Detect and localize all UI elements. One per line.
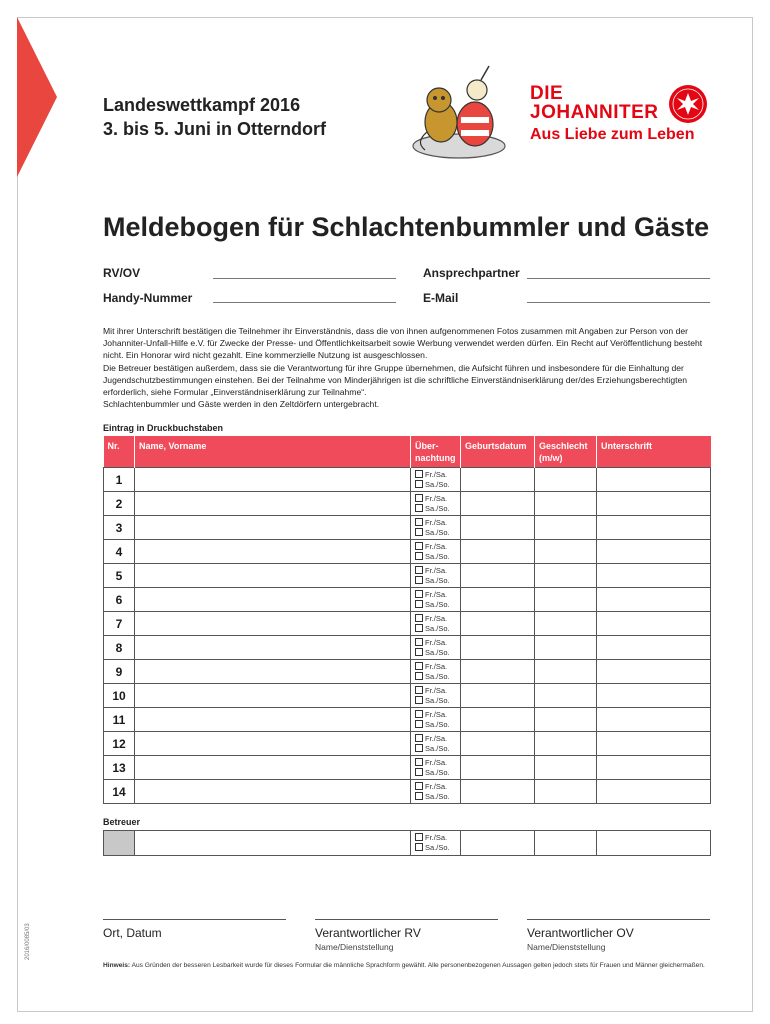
signature-cell[interactable]: [597, 564, 711, 588]
table-row: [104, 612, 711, 636]
signature-cell[interactable]: [597, 756, 711, 780]
signature-cell[interactable]: [597, 708, 711, 732]
checkbox-fr-sa[interactable]: [415, 833, 423, 841]
betreuer-name-cell[interactable]: [135, 831, 411, 856]
mascot-illustration: [405, 62, 513, 162]
johanniter-cross-icon: [668, 84, 708, 124]
name-cell[interactable]: [135, 540, 411, 564]
birthdate-cell[interactable]: [461, 756, 535, 780]
table-row: [104, 756, 711, 780]
checkbox-sa-so[interactable]: [415, 552, 423, 560]
ort-datum-label: Ort, Datum: [103, 926, 162, 940]
gender-cell[interactable]: [535, 684, 597, 708]
checkbox-sa-so[interactable]: [415, 648, 423, 656]
betreuer-birthdate-cell[interactable]: [461, 831, 535, 856]
name-cell[interactable]: [135, 612, 411, 636]
signature-cell[interactable]: [597, 588, 711, 612]
birthdate-cell[interactable]: [461, 684, 535, 708]
handy-label: Handy-Nummer: [103, 291, 193, 305]
header-uebernachtung: Über- nachtung: [411, 436, 461, 468]
table-section-label: Eintrag in Druckbuchstaben: [103, 423, 224, 433]
gender-cell[interactable]: [535, 780, 597, 804]
birthdate-cell[interactable]: [461, 516, 535, 540]
birthdate-cell[interactable]: [461, 732, 535, 756]
table-row: [104, 564, 711, 588]
checkbox-sa-so[interactable]: [415, 504, 423, 512]
betreuer-nr-cell: [104, 831, 135, 856]
consent-paragraph-accommodation: Schlachtenbummler und Gäste werden in den Zeltdörfern untergebracht.: [103, 399, 380, 410]
ov-signature-line[interactable]: [527, 919, 710, 920]
consent-paragraph-supervision: Die Betreuer bestätigen außerdem, dass sie die Verantwortung für ihre Gruppe übernehmen, die Aufsicht führen und insbesondere für die Einhaltung der Jugendschutzbestimmungen einstehen. Bei der Teilnahme von Minderjährigen ist die schriftliche Einverständniserklärung der/des Erziehungsberechtigten erforderlich, siehe Formular „Einverständniserklärung zur Teilnahme“.: [103, 362, 688, 398]
row-number: 11: [104, 708, 135, 732]
email-field[interactable]: [527, 302, 710, 303]
row-number: 9: [104, 660, 135, 684]
table-row: [104, 684, 711, 708]
header-name: Name, Vorname: [135, 436, 411, 468]
name-cell[interactable]: [135, 588, 411, 612]
signature-cell[interactable]: [597, 468, 711, 492]
rv-signature-line[interactable]: [315, 919, 498, 920]
rv-ov-field[interactable]: [213, 278, 396, 279]
brand-line-die: DIE: [530, 83, 564, 104]
checkbox-sa-so[interactable]: [415, 843, 423, 851]
betreuer-signature-cell[interactable]: [597, 831, 711, 856]
name-cell[interactable]: [135, 684, 411, 708]
email-label: E-Mail: [423, 291, 459, 305]
rv-ov-label: RV/OV: [103, 266, 141, 280]
checkbox-fr-sa[interactable]: [415, 686, 423, 694]
signature-cell[interactable]: [597, 540, 711, 564]
rv-signature-label: Verantwortlicher RV: [315, 926, 421, 940]
checkbox-sa-so[interactable]: [415, 720, 423, 728]
gender-cell[interactable]: [535, 588, 597, 612]
gender-cell[interactable]: [535, 516, 597, 540]
header-geburtsdatum: Geburtsdatum: [461, 436, 535, 468]
birthdate-cell[interactable]: [461, 540, 535, 564]
checkbox-fr-sa[interactable]: [415, 566, 423, 574]
row-number: 7: [104, 612, 135, 636]
overnight-cell: Fr./Sa. Sa./So.: [411, 636, 461, 660]
overnight-cell: Fr./Sa. Sa./So.: [411, 540, 461, 564]
checkbox-sa-so[interactable]: [415, 480, 423, 488]
birthdate-cell[interactable]: [461, 588, 535, 612]
row-number: 5: [104, 564, 135, 588]
overnight-cell: Fr./Sa. Sa./So.: [411, 732, 461, 756]
table-row: [104, 492, 711, 516]
signature-cell[interactable]: [597, 684, 711, 708]
birthdate-cell[interactable]: [461, 780, 535, 804]
name-cell[interactable]: [135, 756, 411, 780]
betreuer-table: [103, 830, 711, 856]
row-number: 1: [104, 468, 135, 492]
checkbox-sa-so[interactable]: [415, 576, 423, 584]
overnight-cell: Fr./Sa. Sa./So.: [411, 564, 461, 588]
header-geschlecht: Geschlecht (m/w): [535, 436, 597, 468]
gender-cell[interactable]: [535, 492, 597, 516]
betreuer-row: [104, 831, 711, 856]
gender-cell[interactable]: [535, 636, 597, 660]
handy-field[interactable]: [213, 302, 396, 303]
rv-signature-sublabel: Name/Dienststellung: [315, 942, 394, 952]
gender-cell[interactable]: [535, 540, 597, 564]
participant-table: [103, 436, 711, 804]
overnight-cell: Fr./Sa. Sa./So.: [411, 756, 461, 780]
consent-paragraph-photos: Mit ihrer Unterschrift bestätigen die Teilnehmer ihr Einverständnis, dass die von ihnen aufgenommenen Fotos zusammen mit Angaben zur Person von der Johanniter-Unfall-Hilfe e.V. für Zwecke der Presse- und Öffentlichkeitsarbeit sowie Werbung verwendet werden dürfen. Ein Recht auf Veröffentlichung besteht nicht. Ein Honorar wird nicht gezahlt. Eine kommerzielle Nutzung ist ausgeschlossen.: [103, 326, 703, 361]
overnight-cell: Fr./Sa. Sa./So.: [411, 588, 461, 612]
checkbox-fr-sa[interactable]: [415, 782, 423, 790]
name-cell[interactable]: [135, 660, 411, 684]
signature-cell[interactable]: [597, 636, 711, 660]
gender-cell[interactable]: [535, 660, 597, 684]
checkbox-sa-so[interactable]: [415, 624, 423, 632]
checkbox-sa-so[interactable]: [415, 528, 423, 536]
overnight-cell: Fr./Sa. Sa./So.: [411, 468, 461, 492]
birthdate-cell[interactable]: [461, 612, 535, 636]
betreuer-overnight-cell: Fr./Sa. Sa./So.: [411, 831, 461, 856]
name-cell[interactable]: [135, 492, 411, 516]
form-code: 2016/0085/03: [25, 923, 31, 960]
overnight-cell: Fr./Sa. Sa./So.: [411, 660, 461, 684]
name-cell[interactable]: [135, 468, 411, 492]
event-dates: 3. bis 5. Juni in Otterndorf: [103, 119, 327, 139]
signature-cell[interactable]: [597, 492, 711, 516]
signature-cell[interactable]: [597, 780, 711, 804]
birthdate-cell[interactable]: [461, 708, 535, 732]
overnight-cell: Fr./Sa. Sa./So.: [411, 708, 461, 732]
birthdate-cell[interactable]: [461, 564, 535, 588]
checkbox-fr-sa[interactable]: [415, 758, 423, 766]
checkbox-fr-sa[interactable]: [415, 662, 423, 670]
event-name: Landeswettkampf 2016: [103, 95, 301, 115]
table-row: [104, 540, 711, 564]
checkbox-sa-so[interactable]: [415, 792, 423, 800]
gender-cell[interactable]: [535, 564, 597, 588]
table-row: [104, 468, 711, 492]
table-row: [104, 588, 711, 612]
table-row: [104, 516, 711, 540]
betreuer-gender-cell[interactable]: [535, 831, 597, 856]
checkbox-fr-sa[interactable]: [415, 470, 423, 478]
row-number: 8: [104, 636, 135, 660]
name-cell[interactable]: [135, 780, 411, 804]
row-number: 10: [104, 684, 135, 708]
overnight-cell: Fr./Sa. Sa./So.: [411, 612, 461, 636]
name-cell[interactable]: [135, 516, 411, 540]
row-number: 13: [104, 756, 135, 780]
betreuer-label: Betreuer: [103, 817, 141, 827]
row-number: 14: [104, 780, 135, 804]
table-row: [104, 732, 711, 756]
birthdate-cell[interactable]: [461, 636, 535, 660]
birthdate-cell[interactable]: [461, 468, 535, 492]
row-number: 6: [104, 588, 135, 612]
row-number: 4: [104, 540, 135, 564]
checkbox-fr-sa[interactable]: [415, 518, 423, 526]
ansprechpartner-label: Ansprechpartner: [423, 266, 520, 280]
header-nr: Nr.: [104, 436, 135, 468]
row-number: 2: [104, 492, 135, 516]
footer-note: Hinweis: Aus Gründen der besseren Lesbarkeit wurde für dieses Formular die männliche Sprachform gewählt. Alle personenbezogenen Aussagen gelten jedoch stets für Frauen und Männer gleichermaßen.: [103, 962, 705, 969]
overnight-cell: Fr./Sa. Sa./So.: [411, 492, 461, 516]
checkbox-sa-so[interactable]: [415, 744, 423, 752]
brand-line-johanniter: JOHANNITER: [530, 102, 659, 123]
overnight-cell: Fr./Sa. Sa./So.: [411, 684, 461, 708]
checkbox-fr-sa[interactable]: [415, 614, 423, 622]
gender-cell[interactable]: [535, 756, 597, 780]
row-number: 3: [104, 516, 135, 540]
checkbox-sa-so[interactable]: [415, 696, 423, 704]
consent-text: [103, 325, 713, 410]
ort-datum-line[interactable]: [103, 919, 286, 920]
signature-cell[interactable]: [597, 732, 711, 756]
checkbox-fr-sa[interactable]: [415, 710, 423, 718]
checkbox-fr-sa[interactable]: [415, 590, 423, 598]
table-row: [104, 660, 711, 684]
name-cell[interactable]: [135, 564, 411, 588]
gender-cell[interactable]: [535, 612, 597, 636]
ansprechpartner-field[interactable]: [527, 278, 710, 279]
form-title: Meldebogen für Schlachtenbummler und Gäste: [103, 212, 710, 242]
signature-cell[interactable]: [597, 612, 711, 636]
checkbox-sa-so[interactable]: [415, 600, 423, 608]
checkbox-fr-sa[interactable]: [415, 494, 423, 502]
table-row: [104, 780, 711, 804]
row-number: 12: [104, 732, 135, 756]
event-title: [103, 93, 326, 141]
gender-cell[interactable]: [535, 708, 597, 732]
overnight-cell: Fr./Sa. Sa./So.: [411, 516, 461, 540]
table-row: [104, 708, 711, 732]
gender-cell[interactable]: [535, 468, 597, 492]
header-unterschrift: Unterschrift: [597, 436, 711, 468]
brand-slogan: Aus Liebe zum Leben: [530, 126, 695, 143]
checkbox-sa-so[interactable]: [415, 768, 423, 776]
table-row: [104, 636, 711, 660]
ov-signature-label: Verantwortlicher OV: [527, 926, 634, 940]
checkbox-fr-sa[interactable]: [415, 542, 423, 550]
checkbox-fr-sa[interactable]: [415, 638, 423, 646]
name-cell[interactable]: [135, 636, 411, 660]
signature-cell[interactable]: [597, 660, 711, 684]
name-cell[interactable]: [135, 708, 411, 732]
signature-cell[interactable]: [597, 516, 711, 540]
red-chevron-decoration: [17, 17, 57, 177]
table-header-row: [104, 436, 711, 468]
birthdate-cell[interactable]: [461, 492, 535, 516]
checkbox-fr-sa[interactable]: [415, 734, 423, 742]
overnight-cell: Fr./Sa. Sa./So.: [411, 780, 461, 804]
gender-cell[interactable]: [535, 732, 597, 756]
checkbox-sa-so[interactable]: [415, 672, 423, 680]
ov-signature-sublabel: Name/Dienststellung: [527, 942, 606, 952]
birthdate-cell[interactable]: [461, 660, 535, 684]
name-cell[interactable]: [135, 732, 411, 756]
